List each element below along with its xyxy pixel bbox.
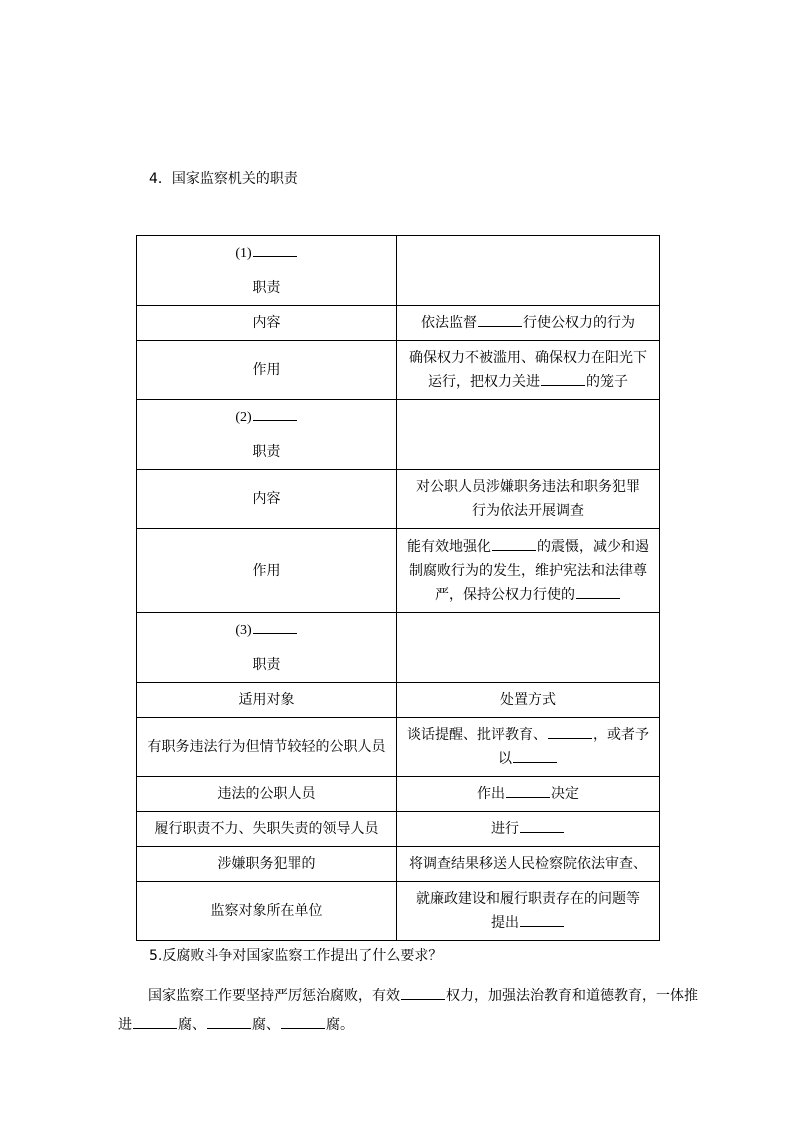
fill-blank: [478, 312, 522, 327]
text-fragment: 腐。: [326, 1017, 354, 1033]
text-fragment: 国家监察工作要坚持严厉惩治腐败，有效: [148, 988, 400, 1004]
column-header: 适用对象: [137, 683, 397, 718]
row-value: [397, 882, 660, 941]
table-row: [137, 812, 660, 847]
text-line: 就廉政建设和履行职责存在的问题等: [416, 891, 640, 907]
duty-1-cell: [137, 236, 397, 306]
table-row: [137, 683, 660, 718]
table-row: [137, 236, 660, 306]
text-fragment: 腐、: [178, 1017, 206, 1033]
fill-blank: [520, 912, 564, 927]
fill-blank: [492, 536, 536, 551]
text-fragment: 依法监督: [421, 315, 477, 331]
empty-cell: [397, 400, 660, 470]
duty-2-cell: [137, 400, 397, 470]
fill-blank: [401, 985, 445, 1000]
row-value: [397, 470, 660, 529]
duty-3-number: (3): [235, 623, 252, 638]
duty-1-blank: [253, 242, 297, 257]
question-5: 5.反腐败斗争对国家监察工作提出了什么要求？: [149, 948, 443, 964]
text-fragment: 的笼子: [586, 374, 628, 390]
empty-cell: [397, 236, 660, 306]
answer-paragraph: [118, 982, 698, 1040]
row-value: [397, 812, 660, 847]
text-fragment: 腐、: [252, 1017, 280, 1033]
row-value: 将调查结果移送人民检察院依法审查、: [397, 847, 660, 882]
row-label: 涉嫌职务犯罪的: [137, 847, 397, 882]
fill-blank: [513, 748, 557, 763]
text-fragment: 提出: [491, 915, 519, 931]
fill-blank: [133, 1014, 177, 1029]
row-label: 有职务违法行为但情节较轻的公职人员: [137, 718, 397, 777]
table-row: [137, 341, 660, 400]
duty-2-blank: [253, 406, 297, 421]
row-value: [397, 777, 660, 812]
text-fragment: 严，保持公权力行使的: [435, 586, 575, 603]
text-fragment: 以: [498, 751, 512, 767]
text-fragment: 作出: [477, 786, 505, 802]
fill-blank: [541, 371, 585, 386]
fill-blank: [207, 1014, 251, 1029]
section-heading: 4．国家监察机关的职责: [149, 171, 298, 187]
text-fragment: 运行，把权力关进: [428, 374, 540, 390]
text-fragment: 决定: [551, 786, 579, 802]
row-label: 监察对象所在单位: [137, 882, 397, 941]
row-value: [397, 341, 660, 400]
table-row: [137, 613, 660, 683]
duty-3-label: 职责: [252, 657, 281, 673]
table-row: [137, 529, 660, 613]
duties-table: [136, 235, 660, 941]
empty-cell: [397, 613, 660, 683]
duty-3-cell: [137, 613, 397, 683]
fill-blank: [506, 783, 550, 798]
table-row: [137, 777, 660, 812]
text-line: 对公职人员涉嫌职务违法和职务犯罪: [416, 479, 640, 495]
text-fragment: 行使公权力的行为: [523, 315, 635, 331]
duty-2-number: (2): [235, 410, 252, 425]
table-row: [137, 882, 660, 941]
duty-2-label: 职责: [252, 444, 281, 460]
row-value: [397, 529, 660, 613]
table-row: [137, 400, 660, 470]
row-label: 内容: [137, 470, 397, 529]
fill-blank: [520, 818, 564, 833]
duty-1-number: (1): [235, 246, 252, 261]
text-line: 行为依法开展调查: [472, 503, 584, 519]
table-row: [137, 847, 660, 882]
row-label: 履行职责不力、失职失责的领导人员: [137, 812, 397, 847]
text-fragment: 谈话提醒、批评教育、: [407, 727, 547, 743]
row-label: 违法的公职人员: [137, 777, 397, 812]
text-fragment: 进行: [491, 821, 519, 837]
text-line: 确保权力不被滥用、确保权力在阳光下: [409, 350, 647, 366]
row-label: 作用: [137, 529, 397, 613]
text-fragment: ，或者予: [593, 727, 649, 743]
table-row: [137, 470, 660, 529]
text-fragment: 能有效地强化: [407, 538, 491, 555]
duty-3-blank: [253, 619, 297, 634]
duty-1-label: 职责: [252, 280, 281, 296]
column-header: 处置方式: [397, 683, 660, 718]
row-label: 内容: [137, 306, 397, 341]
text-fragment: 的震慑，减少和遏: [537, 538, 649, 555]
fill-blank: [548, 724, 592, 739]
row-label: 作用: [137, 341, 397, 400]
table-row: [137, 718, 660, 777]
text-fragment: 权力，加强法治教育和道德教育，一体推进: [118, 988, 698, 1033]
fill-blank: [281, 1014, 325, 1029]
fill-blank: [576, 584, 620, 599]
text-line: 制腐败行为的发生，维护宪法和法律尊: [409, 562, 647, 579]
row-value: [397, 718, 660, 777]
row-value: [397, 306, 660, 341]
table-row: [137, 306, 660, 341]
